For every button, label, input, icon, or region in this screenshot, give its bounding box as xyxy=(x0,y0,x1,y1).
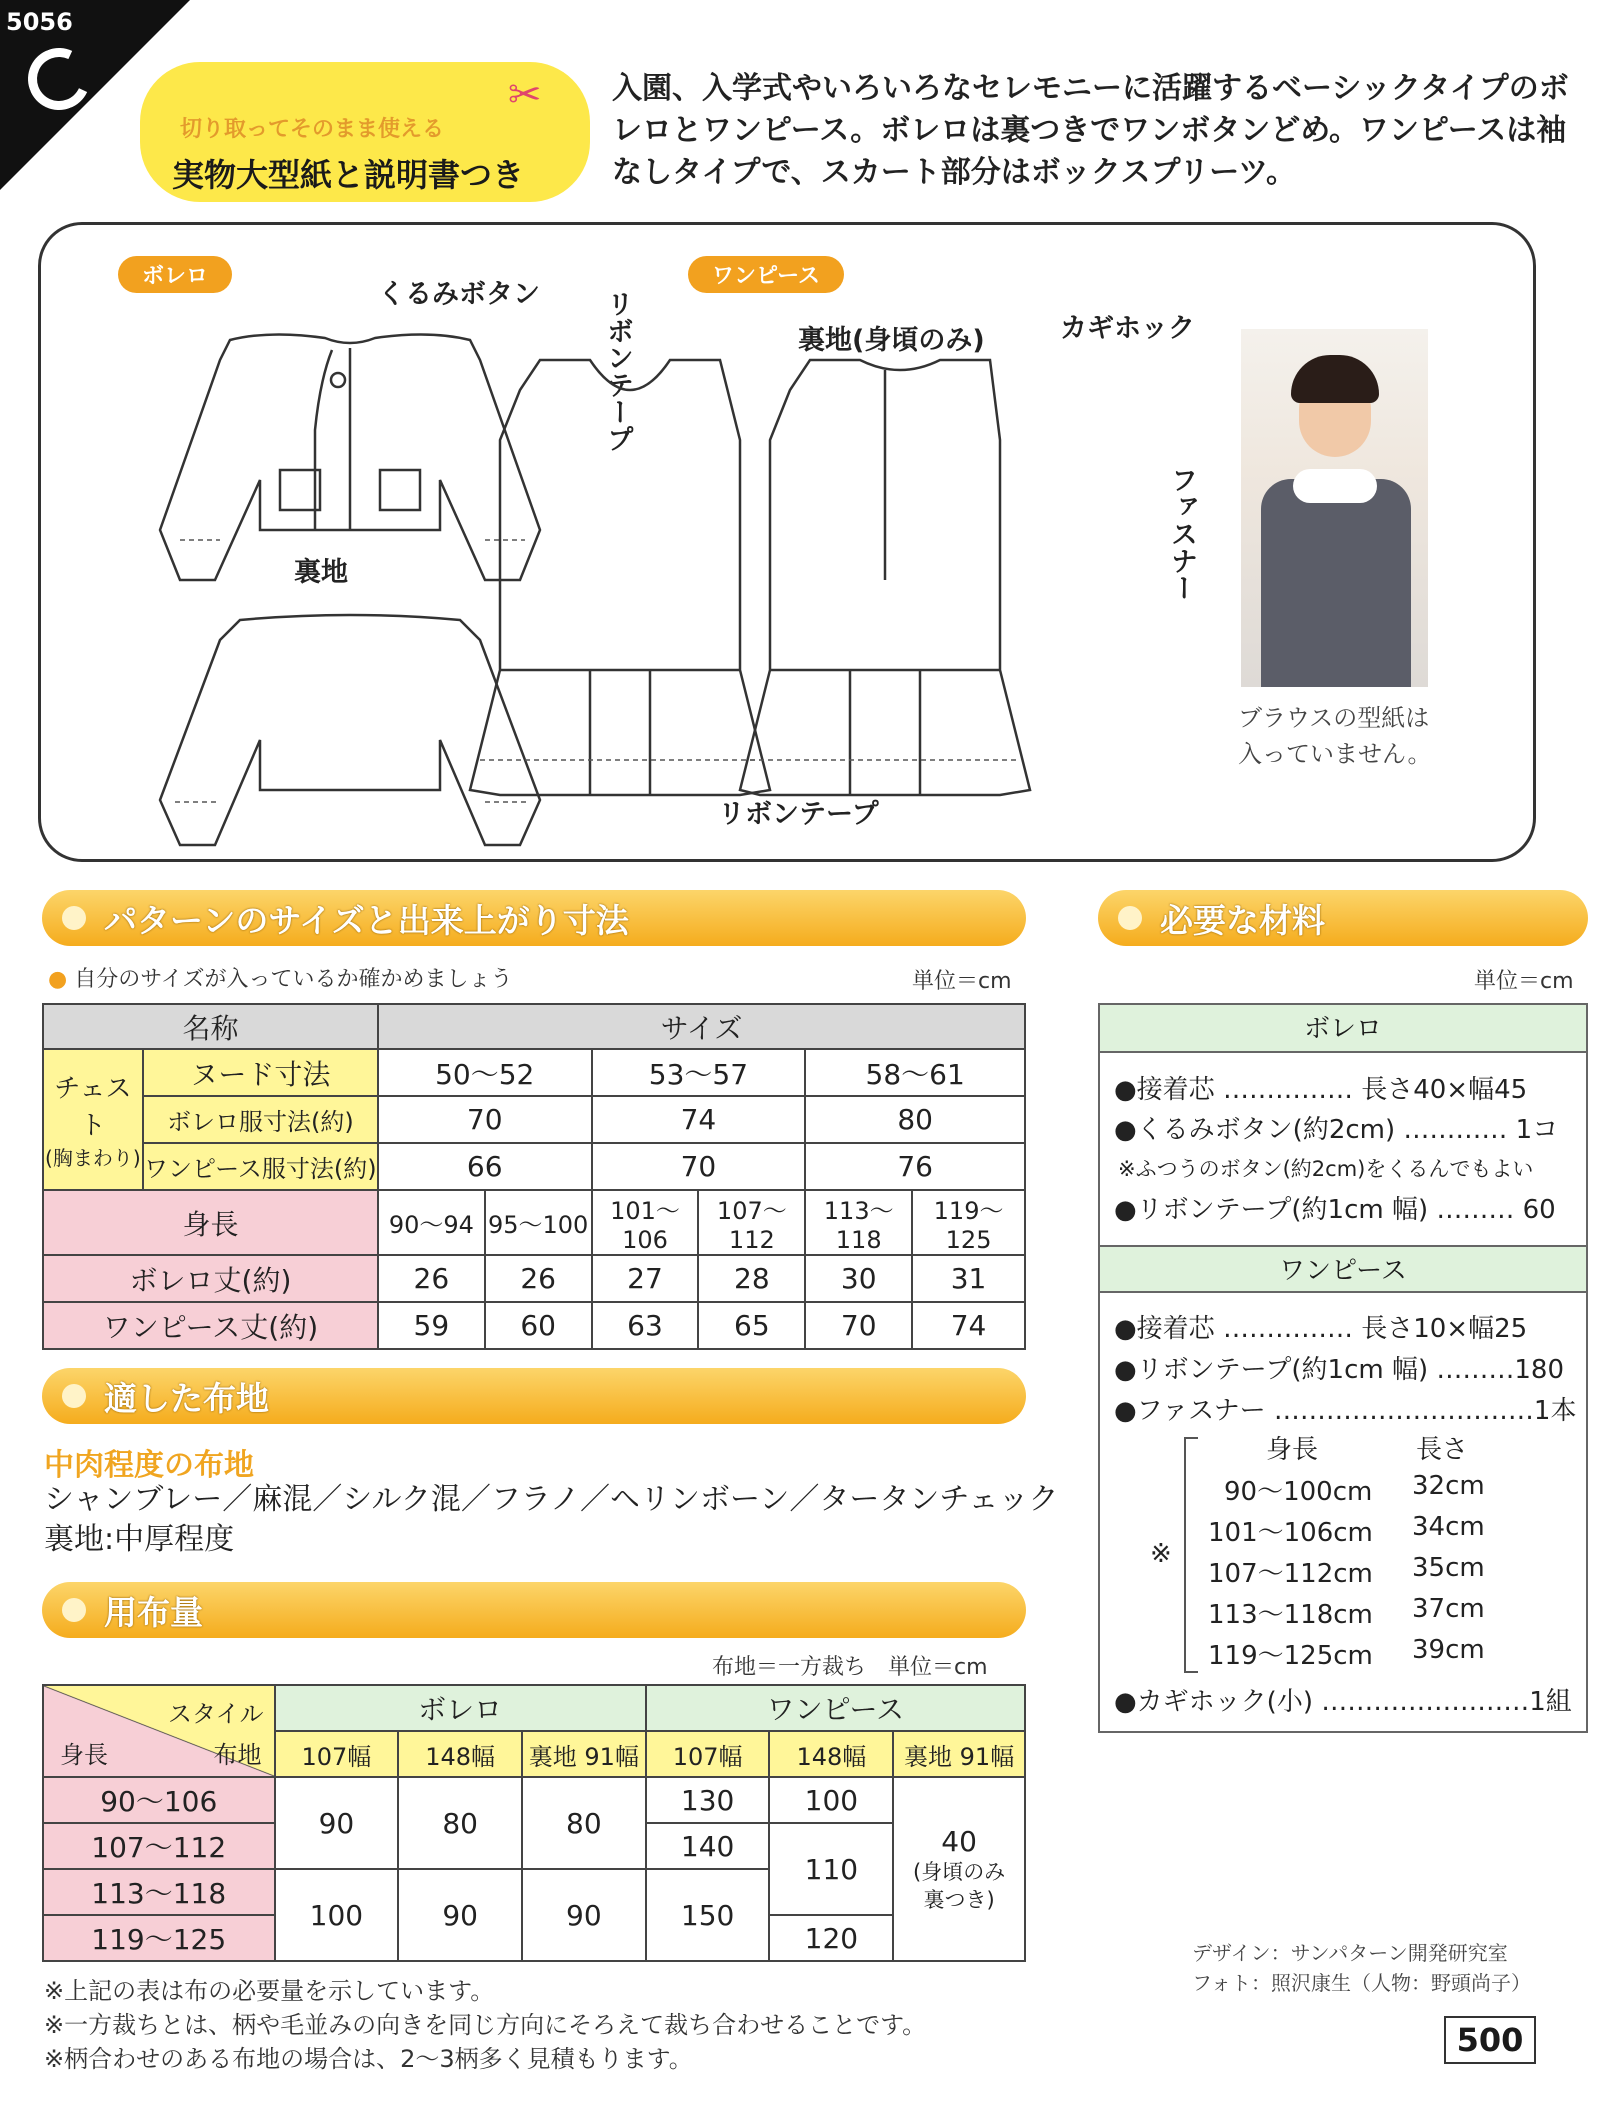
garment-illustrations xyxy=(120,290,1180,850)
table-cell: 95〜100 xyxy=(485,1190,592,1255)
column-header: 148幅 xyxy=(769,1731,893,1777)
table-cell: 74 xyxy=(592,1096,806,1143)
zip-length: 39cm xyxy=(1412,1635,1485,1665)
material-item: ●くるみボタン(約2cm) ………… 1コ xyxy=(1114,1115,1559,1145)
materials-box xyxy=(1098,1003,1588,1733)
column-header: 148幅 xyxy=(398,1731,522,1777)
bullet-dot-icon xyxy=(1118,906,1142,930)
promo-title: 実物大型紙と説明書つき xyxy=(172,156,525,194)
material-item: ●ファスナー …………………………1本 xyxy=(1114,1396,1577,1426)
table-cell: 140 xyxy=(646,1823,770,1869)
onepiece-front-drawing xyxy=(470,360,770,795)
zip-height: 107〜112cm xyxy=(1208,1559,1373,1589)
zip-header: 長さ xyxy=(1416,1435,1469,1465)
column-header: 107幅 xyxy=(646,1731,770,1777)
label-lining: 裏地 xyxy=(294,557,348,588)
intro-text: 入園、入学式やいろいろなセレモニーに活躍するベーシックタイプのボレロとワンピース。ボレロは裏つきでワンボタンどめ。ワンピースは袖なしタイプで、スカート部分はボックスプリーツ。 xyxy=(612,71,1569,190)
row-header: 90〜106 xyxy=(43,1777,275,1823)
footnote: ※一方裁ちとは、柄や毛並みの向きを同じ方向にそろえて裁ち合わせることです。 xyxy=(44,2011,927,2039)
footnote: ※上記の表は布の必要量を示しています。 xyxy=(44,1977,495,2005)
label-zipper: ファスナー xyxy=(1166,466,1197,601)
label-lining-body: 裏地(身頃のみ) xyxy=(798,325,985,356)
zip-length: 34cm xyxy=(1412,1512,1485,1542)
model-collar xyxy=(1293,469,1377,503)
table-cell: 60 xyxy=(485,1302,592,1349)
table-cell: 110 xyxy=(769,1823,893,1915)
label-button: くるみボタン xyxy=(378,279,540,310)
fabric-subtitle: 中肉程度の布地 xyxy=(44,1448,254,1483)
zip-height: 119〜125cm xyxy=(1208,1641,1373,1671)
fabric-list-line: シャンブレー／麻混／シルク混／フラノ／ヘリンボーン／タータンチェック xyxy=(44,1482,1059,1517)
table-cell: 130 xyxy=(646,1777,770,1823)
promo-small-text: 切り取ってそのまま使える xyxy=(180,117,445,142)
row-header: ボレロ丈(約) xyxy=(43,1255,378,1302)
section-title: 必要な材料 xyxy=(1160,900,1325,940)
table-cell: 80 xyxy=(805,1096,1025,1143)
zip-length: 37cm xyxy=(1412,1594,1485,1624)
table-cell-lining: 40 (身頃のみ 裏つき) xyxy=(893,1777,1025,1961)
bolero-front-drawing xyxy=(160,334,540,580)
table-cell: 66 xyxy=(378,1143,592,1190)
table-cell: 63 xyxy=(592,1302,699,1349)
material-item: ●接着芯 …………… 長さ10×幅25 xyxy=(1114,1314,1528,1344)
table-cell: 53〜57 xyxy=(592,1049,806,1096)
table-cell: 70 xyxy=(805,1302,912,1349)
table-cell: 76 xyxy=(805,1143,1025,1190)
yardage-table xyxy=(42,1684,1026,1962)
table-cell: 90 xyxy=(398,1869,522,1961)
label-hook: カギホック xyxy=(1060,313,1195,344)
size-unit: 単位＝cm xyxy=(912,969,1012,994)
section-title: 適した布地 xyxy=(104,1378,269,1418)
zip-length: 32cm xyxy=(1412,1471,1485,1501)
onepiece-back-drawing xyxy=(740,360,1030,795)
table-cell: 100 xyxy=(769,1777,893,1823)
table-cell: 100 xyxy=(275,1869,399,1961)
table-cell: 31 xyxy=(912,1255,1025,1302)
table-cell: 65 xyxy=(698,1302,805,1349)
zip-height: 101〜106cm xyxy=(1208,1518,1373,1548)
fabric-lining-line: 裏地:中厚程度 xyxy=(44,1522,235,1557)
section-header-sizes xyxy=(42,890,1026,946)
row-header: ワンピース服寸法(約) xyxy=(143,1143,378,1190)
scissors-icon: ✂ xyxy=(508,72,542,118)
table-cell: 59 xyxy=(378,1302,485,1349)
column-group-header: ワンピース xyxy=(646,1685,1025,1731)
fabric-list xyxy=(44,1480,1058,1560)
photo-caption-line1: ブラウスの型紙は xyxy=(1238,704,1430,732)
photo-caption-line2: 入っていません。 xyxy=(1238,740,1432,768)
table-cell: 30 xyxy=(805,1255,912,1302)
footnote: ※柄合わせのある布地の場合は、2〜3柄多く見積もります。 xyxy=(44,2045,693,2073)
table-cell: 119〜125 xyxy=(912,1190,1025,1255)
column-header: 裏地 91幅 xyxy=(522,1731,646,1777)
model-dress xyxy=(1261,479,1411,687)
model-hair xyxy=(1291,355,1379,403)
bullet-dot-icon xyxy=(62,1598,86,1622)
zip-header: 身長 xyxy=(1266,1435,1319,1465)
credit-photo: フォト：照沢康生（人物：野頭尚子） xyxy=(1192,1971,1531,1995)
table-cell: 90 xyxy=(522,1869,646,1961)
note-mark: ※ xyxy=(1150,1539,1172,1569)
table-header: 名称 xyxy=(43,1004,378,1049)
yardage-unit: 布地＝一方裁ち 単位＝cm xyxy=(712,1655,988,1680)
credits xyxy=(1192,1938,1531,1998)
table-cell: 26 xyxy=(485,1255,592,1302)
table-cell: 50〜52 xyxy=(378,1049,592,1096)
zip-height: 90〜100cm xyxy=(1224,1477,1373,1507)
label-ribbon-horizontal: リボンテープ xyxy=(718,799,879,830)
table-header: サイズ xyxy=(378,1004,1025,1049)
table-cell: 58〜61 xyxy=(805,1049,1025,1096)
bullet-dot-icon xyxy=(62,1384,86,1408)
section-header-fabric xyxy=(42,1368,1026,1424)
table-cell: 90〜94 xyxy=(378,1190,485,1255)
bolero-back-drawing xyxy=(160,615,540,845)
page-number: 500 xyxy=(1444,2016,1536,2064)
material-item: ●リボンテープ(約1cm 幅) ………180 xyxy=(1114,1355,1564,1385)
materials-subheader: ボレロ xyxy=(1100,1005,1586,1053)
material-item: ●リボンテープ(約1cm 幅) ……… 60 xyxy=(1114,1195,1556,1225)
corner-header: スタイル 布地 身長 xyxy=(43,1685,275,1777)
table-cell: 150 xyxy=(646,1869,770,1961)
column-group-header: ボレロ xyxy=(275,1685,646,1731)
footnotes xyxy=(44,1974,926,2076)
materials-unit: 単位＝cm xyxy=(1474,969,1574,994)
table-cell: 90 xyxy=(275,1777,399,1869)
row-header-chest: チェスト (胸まわり) xyxy=(43,1049,143,1190)
table-cell: 80 xyxy=(398,1777,522,1869)
model-photo xyxy=(1241,329,1428,687)
table-cell: 120 xyxy=(769,1915,893,1961)
credit-design: デザイン：サンパターン開発研究室 xyxy=(1192,1941,1508,1965)
pattern-code: 5056 xyxy=(6,8,73,36)
row-header: 身長 xyxy=(43,1190,378,1255)
zip-height: 113〜118cm xyxy=(1208,1600,1373,1630)
material-item: ●カギホック(小) ……………………1組 xyxy=(1114,1687,1572,1717)
bolero-tag: ボレロ xyxy=(118,256,232,293)
size-table xyxy=(42,1003,1026,1350)
material-note: ※ふつうのボタン(約2cm)をくるんでもよい xyxy=(1118,1157,1534,1181)
section-header-materials xyxy=(1098,890,1588,946)
bullet-dot-icon xyxy=(62,906,86,930)
row-header: ボレロ服寸法(約) xyxy=(143,1096,378,1143)
row-header: 107〜112 xyxy=(43,1823,275,1869)
zip-length: 35cm xyxy=(1412,1553,1485,1583)
label-ribbon-vertical: リボンテープ xyxy=(602,290,633,452)
material-item: ●接着芯 …………… 長さ40×幅45 xyxy=(1114,1075,1528,1105)
table-cell: 80 xyxy=(522,1777,646,1869)
table-cell: 113〜118 xyxy=(805,1190,912,1255)
table-cell: 101〜106 xyxy=(592,1190,699,1255)
row-header: ヌード寸法 xyxy=(143,1049,378,1096)
table-cell: 107〜112 xyxy=(698,1190,805,1255)
column-header: 107幅 xyxy=(275,1731,399,1777)
materials-subheader: ワンピース xyxy=(1100,1245,1586,1293)
row-header: 119〜125 xyxy=(43,1915,275,1961)
section-header-yardage xyxy=(42,1582,1026,1638)
onepiece-tag: ワンピース xyxy=(688,256,844,293)
table-cell: 28 xyxy=(698,1255,805,1302)
section-title: パターンのサイズと出来上がり寸法 xyxy=(104,900,629,940)
row-header: ワンピース丈(約) xyxy=(43,1302,378,1349)
table-cell: 74 xyxy=(912,1302,1025,1349)
bracket xyxy=(1184,1437,1198,1673)
photo-caption xyxy=(1238,700,1431,772)
table-cell: 70 xyxy=(378,1096,592,1143)
size-note: ● 自分のサイズが入っているか確かめましょう xyxy=(48,967,513,992)
row-header: 113〜118 xyxy=(43,1869,275,1915)
table-cell: 70 xyxy=(592,1143,806,1190)
column-header: 裏地 91幅 xyxy=(893,1731,1025,1777)
section-title: 用布量 xyxy=(104,1592,203,1632)
table-cell: 27 xyxy=(592,1255,699,1302)
table-cell: 26 xyxy=(378,1255,485,1302)
